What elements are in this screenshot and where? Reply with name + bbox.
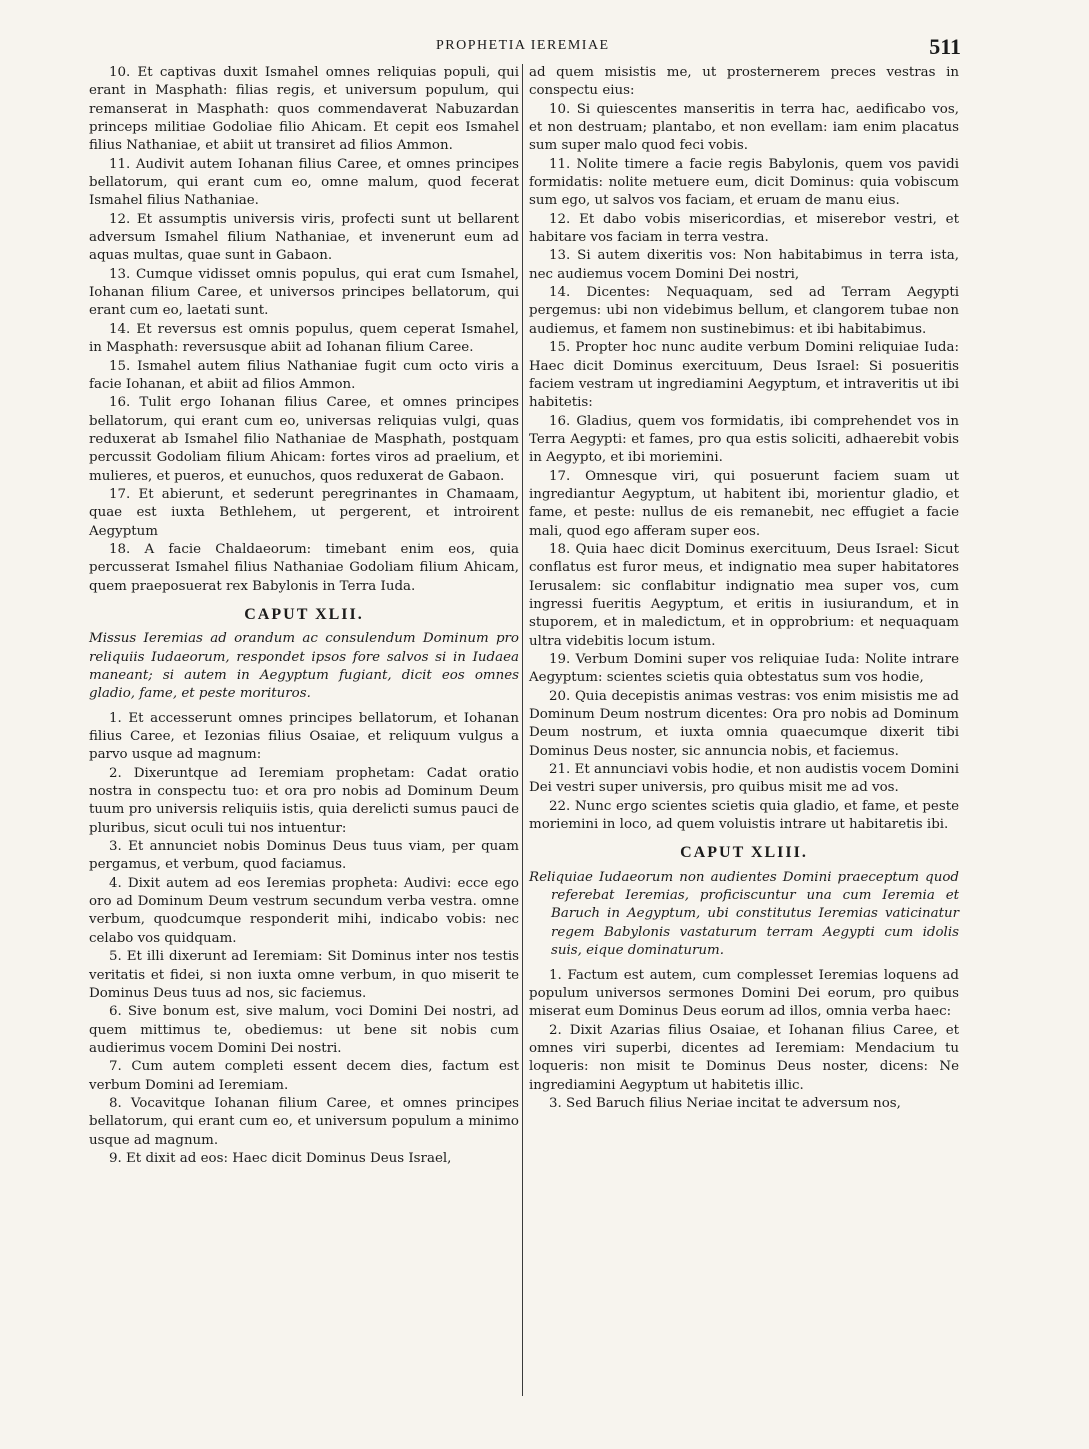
verse-paragraph: 22. Nunc ergo scientes scietis quia gladio, et fame, et peste moriemini in loco, ad quem voluistis intrare ut habitaretis ibi. bbox=[529, 798, 959, 833]
verse-paragraph: 13. Cumque vidisset omnis populus, qui erat cum Ismahel, Iohanan filium Caree, et universos principes bellatorum, qui erant cum eo, laetati sunt. bbox=[89, 266, 519, 319]
verse-paragraph: 10. Et captivas duxit Ismahel omnes reliquias populi, qui erant in Masphath: filias regis, et universum populum, qui remanserat in Masphath: quos commendaverat Nabuzardan princeps militiae Godoliae filio Ahicam. Et cepit eos Ismahel filius Nathaniae, et abiit ut transiret ad filios Ammon. bbox=[89, 65, 519, 154]
page-header bbox=[0, 34, 1089, 58]
verse-paragraph: 5. Et illi dixerunt ad Ieremiam: Sit Dominus inter nos testis veritatis et fidei, si non iuxta omne verbum, in quo miserit te Dominus Deus tuus ad nos, sic faciemus. bbox=[89, 949, 519, 1001]
chapter-summary: Reliquiae Iudaeorum non audientes Domini praeceptum quod referebat Ieremias, proficiscuntur una cum Ieremia et Baruch in Aegyptum, ubi constitutus Ieremias vaticinatur regem Babylonis vastaturum terram Aegypti cum idolis suis, eique dominaturum. bbox=[529, 869, 959, 959]
verse-paragraph: 9. Et dixit ad eos: Haec dicit Dominus Deus Israel, bbox=[109, 1150, 452, 1166]
verse-paragraph: 11. Nolite timere a facie regis Babylonis, quem vos pavidi formidatis: nolite metuere eum, dicit Dominus: quia vobiscum sum ego, ut salvos vos faciam, et eruam de manu eius. bbox=[529, 156, 959, 209]
column-divider bbox=[522, 64, 523, 1396]
verse-paragraph: 12. Et dabo vobis misericordias, et miserebor vestri, et habitare vos faciam in terra vestra. bbox=[529, 211, 959, 246]
verse-paragraph: 21. Et annunciavi vobis hodie, et non audistis vocem Domini Dei vestri super universis, pro quibus misit me ad vos. bbox=[529, 762, 959, 796]
verse-paragraph: 8. Vocavitque Iohanan filium Caree, et omnes principes bellatorum, qui erant cum eo, et universum populum a minimo usque ad magnum. bbox=[89, 1095, 519, 1148]
left-column bbox=[89, 64, 519, 1168]
verse-paragraph: 14. Et reversus est omnis populus, quem ceperat Ismahel, in Masphath: reversusque abiit ad Iohanan filium Caree. bbox=[89, 321, 519, 356]
verse-paragraph: 10. Si quiescentes manseritis in terra hac, aedificabo vos, et non destruam; plantabo, et non evellam: iam enim placatus sum super malo quod feci vobis. bbox=[529, 101, 959, 154]
verse-paragraph: 13. Si autem dixeritis vos: Non habitabimus in terra ista, nec audiemus vocem Domini Dei nostri, bbox=[529, 248, 959, 282]
verse-paragraph: 18. Quia haec dicit Dominus exercituum, Deus Israel: Sicut conflatus est furor meus, et indignatio mea super habitatores Ierusalem: sic conflabitur indignatio mea super vos, cum ingressi fueritis Aegyptum, et eritis in iusiurandum, et in stuporem, et in maledictum, et in opprobrium: et nequaquam ultra videbitis locum istum. bbox=[529, 541, 959, 649]
verse-continuation: ad quem misistis me, ut prosternerem preces vestras in conspectu eius: bbox=[529, 65, 959, 99]
verse-paragraph: 2. Dixit Azarias filius Osaiae, et Iohanan filius Caree, et omnes viri superbi, dicentes ad Ieremiam: Mendacium tu loqueris: non misit te Dominus Deus noster, dicens: Ne ingrediamini Aegyptum ut habitetis illic. bbox=[529, 1022, 959, 1093]
chapter-heading: CAPUT XLIII. bbox=[680, 844, 808, 862]
verse-paragraph: 16. Gladius, quem vos formidatis, ibi comprehendet vos in Terra Aegypti: et fames, pro qua estis soliciti, adhaerebit vobis in Aegypto, et ibi moriemini. bbox=[529, 413, 959, 466]
verse-paragraph: 16. Tulit ergo Iohanan filius Caree, et omnes principes bellatorum, qui erant cum eo, universas reliquias vulgi, quas reduxerat ab Ismahel filio Nathaniae de Masphath, postquam percussit Godoliam filium Ahicam: fortes viros ad praelium, et mulieres, et pueros, et eunuchos, quos reduxerat de Gabaon. bbox=[89, 395, 519, 484]
chapter-heading: CAPUT XLII. bbox=[244, 605, 364, 623]
verse-paragraph: 1. Et accesserunt omnes principes bellatorum, et Iohanan filius Caree, et Iezonias filius Osaiae, et reliquum vulgus a parvo usque ad magnum: bbox=[89, 710, 519, 763]
verse-paragraph: 17. Et abierunt, et sederunt peregrinantes in Chamaam, quae est iuxta Bethlehem, ut pergerent, et introirent Aegyptum bbox=[89, 486, 519, 539]
verse-paragraph: 2. Dixeruntque ad Ieremiam prophetam: Cadat oratio nostra in conspectu tuo: et ora pro nobis ad Dominum Deum tuum pro universis reliquiis istis, quia derelicti sumus pauci de pluribus, sicut oculi tui nos intuentur: bbox=[89, 765, 519, 836]
verse-paragraph: 18. A facie Chaldaeorum: timebant enim eos, quia percusserat Ismahel filius Nathaniae Godoliam filium Ahicam, quem praeposuerat rex Babylonis in Terra Iuda. bbox=[89, 541, 519, 594]
verse-paragraph: 7. Cum autem completi essent decem dies, factum est verbum Domini ad Ieremiam. bbox=[89, 1059, 519, 1093]
verse-paragraph: 6. Sive bonum est, sive malum, voci Domini Dei nostri, ad quem mittimus te, obediemus: ut bene sit nobis cum audierimus vocem Domini Dei nostri. bbox=[89, 1004, 519, 1056]
verse-paragraph: 3. Sed Baruch filius Neriae incitat te adversum nos, bbox=[549, 1095, 901, 1111]
chapter-summary: Missus Ieremias ad orandum ac consulendum Dominum pro reliquiis Iudaeorum, respondet ipsos fore salvos si in Iudaea maneant; si autem in Aegyptum fugiant, dicit eos omnes gladio, fame, et peste morituros. bbox=[89, 631, 519, 702]
verse-paragraph: 17. Omnesque viri, qui posuerunt faciem suam ut ingrediantur Aegyptum, ut habitent ibi, morientur gladio, et fame, et peste: nullus de eis remanebit, nec effugiet a facie mali, quod ego afferam super eos. bbox=[529, 468, 959, 539]
verse-paragraph: 4. Dixit autem ad eos Ieremias propheta: Audivi: ecce ego oro ad Dominum Deum vestrum secundum verba vestra. omne verbum, quodcumque responderit mihi, indicabo vobis: nec celabo vos quidquam. bbox=[89, 875, 519, 946]
page-number: 511 bbox=[929, 34, 961, 59]
verse-paragraph: 15. Ismahel autem filius Nathaniae fugit cum octo viris a facie Iohanan, et abiit ad filios Ammon. bbox=[89, 358, 519, 392]
verse-paragraph: 1. Factum est autem, cum complesset Ieremias loquens ad populum universos sermones Domini Dei eorum, pro quibus miserat eum Dominus Deus eorum ad illos, omnia verba haec: bbox=[529, 967, 959, 1020]
verse-paragraph: 14. Dicentes: Nequaquam, sed ad Terram Aegypti pergemus: ubi non videbimus bellum, et clangorem tubae non audiemus, et famem non sustinebimus: et ibi habitabimus. bbox=[529, 285, 959, 337]
running-title: PROPHETIA IEREMIAE bbox=[436, 38, 610, 53]
verse-paragraph: 15. Propter hoc nunc audite verbum Domini reliquiae Iuda: Haec dicit Dominus exercituum, Deus Israel: Si posueritis faciem vestram ut ingrediamini Aegyptum, et intraveritis ut ibi habitetis: bbox=[529, 340, 959, 411]
verse-paragraph: 20. Quia decepistis animas vestras: vos enim misistis me ad Dominum Deum nostrum dicentes: Ora pro nobis ad Dominum Deum nostrum, et iuxta omnia quaecumque dixerit tibi Dominus Deus noster, sic annuncia nobis, et faciemus. bbox=[529, 688, 959, 759]
right-column bbox=[529, 64, 959, 1113]
verse-paragraph: 3. Et annunciet nobis Dominus Deus tuus viam, per quam pergamus, et verbum, quod faciamus. bbox=[89, 839, 519, 873]
verse-paragraph: 19. Verbum Domini super vos reliquiae Iuda: Nolite intrare Aegyptum: scientes scietis quia obtestatus sum vos hodie, bbox=[529, 652, 959, 686]
verse-paragraph: 12. Et assumptis universis viris, profecti sunt ut bellarent adversum Ismahel filium Nathaniae, et invenerunt eum ad aquas multas, quae sunt in Gabaon. bbox=[89, 211, 519, 264]
verse-paragraph: 11. Audivit autem Iohanan filius Caree, et omnes principes bellatorum, qui erant cum eo, omne malum, quod fecerat Ismahel filius Nathaniae. bbox=[89, 156, 519, 209]
